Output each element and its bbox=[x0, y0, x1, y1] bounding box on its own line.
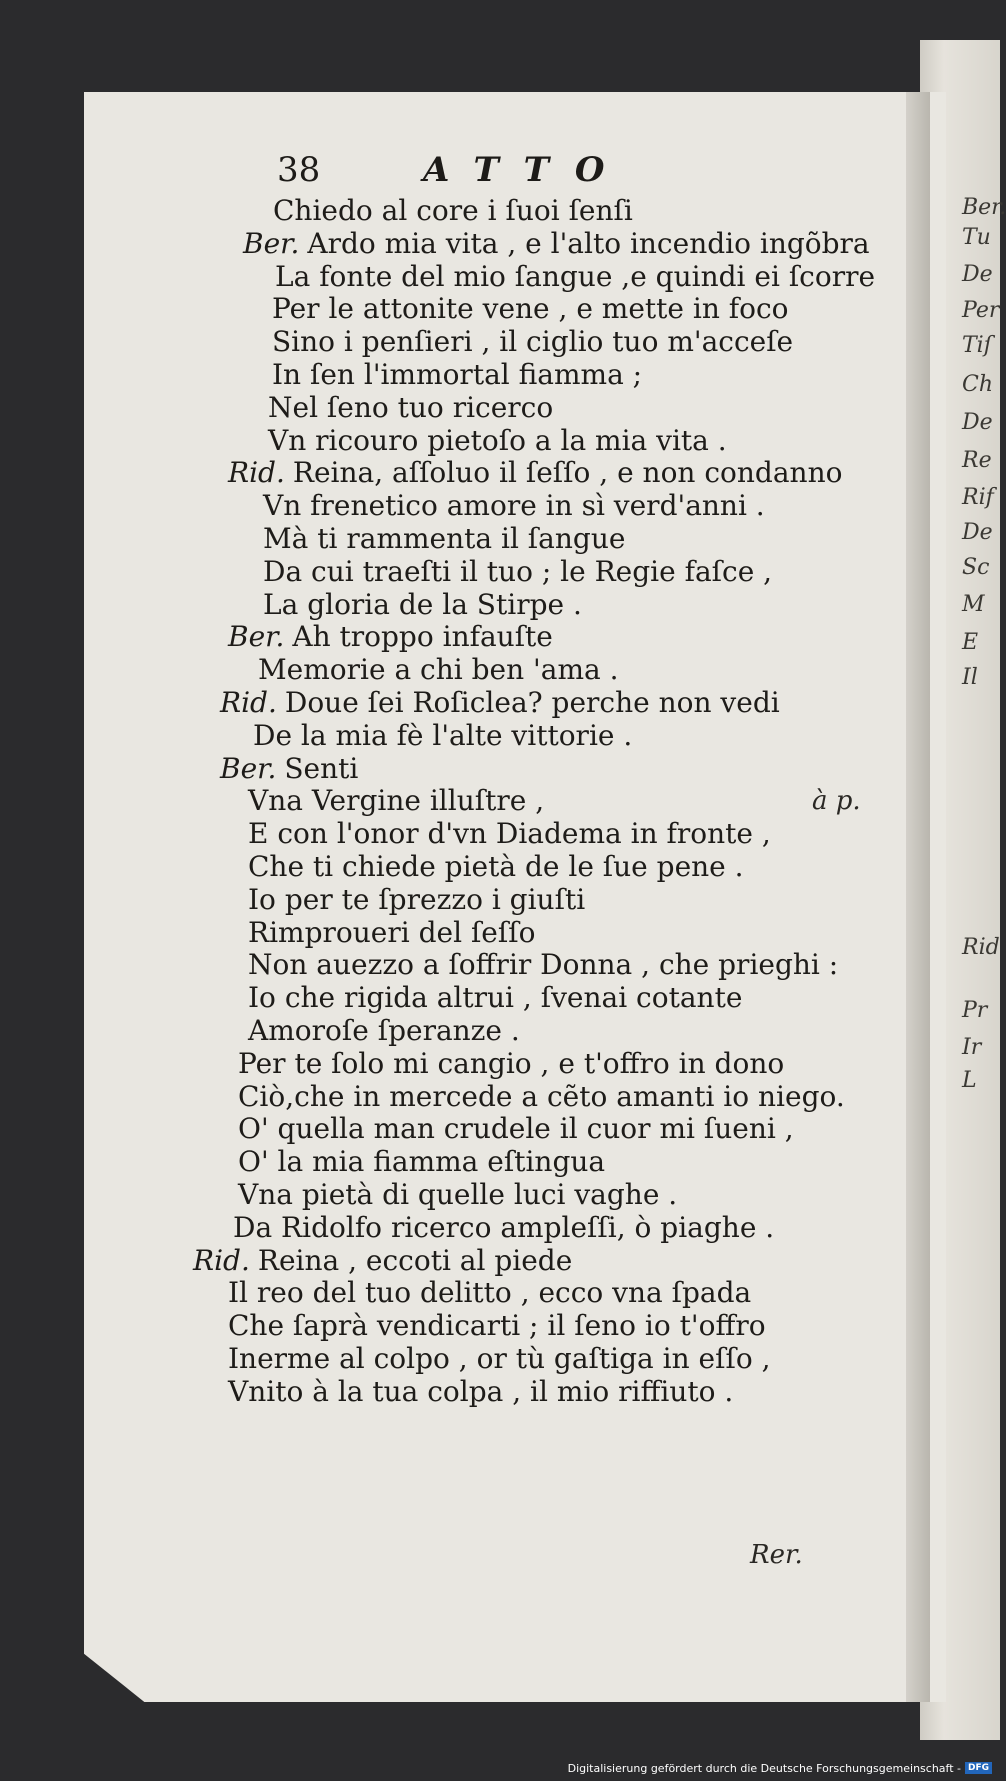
verse-line bbox=[272, 293, 789, 325]
verse-text: O' la mia fiamma eſtingua bbox=[238, 1145, 606, 1179]
verse-text: Reina , eccoti al piede bbox=[257, 1243, 573, 1277]
verse-text: Ciò,che in mercede a cẽto amanti io niego. bbox=[238, 1079, 845, 1113]
verse-line bbox=[248, 1015, 520, 1047]
verse-line bbox=[238, 1113, 794, 1145]
verse-text: Vna pietà di quelle luci vaghe . bbox=[238, 1178, 678, 1211]
verse-text: Vnito à la tua colpa , il mio riffiuto . bbox=[228, 1374, 734, 1408]
verse-text: Mà ti rammenta il ſangue bbox=[263, 522, 626, 555]
verse-text: Vn frenetico amore in sì verd'anni . bbox=[263, 489, 765, 523]
verse-line bbox=[248, 917, 535, 949]
right-page-fragment: Re bbox=[962, 448, 992, 473]
verse-text: Per le attonite vene , e mette in foco bbox=[272, 292, 789, 326]
speaker-label: Ber. bbox=[228, 620, 285, 654]
speaker-label: Ber. bbox=[243, 226, 300, 260]
verse-text: O' quella man crudele il cuor mi ſueni , bbox=[238, 1112, 794, 1146]
verse-line bbox=[273, 195, 633, 227]
verse-line bbox=[258, 654, 619, 686]
verse-line bbox=[268, 425, 727, 457]
verse-line bbox=[253, 720, 632, 752]
verse-line bbox=[248, 982, 742, 1014]
verse-line bbox=[248, 884, 585, 916]
verse-line bbox=[228, 457, 842, 489]
page-number: 38 bbox=[277, 150, 321, 190]
verse-text: Che ti chiede pietà de le ſue pene . bbox=[248, 850, 744, 883]
verse-line bbox=[228, 1376, 733, 1408]
aside-note: à p. bbox=[812, 786, 861, 816]
book-spine bbox=[906, 92, 930, 1702]
verse-text: Per te ſolo mi cangio , e t'offro in dono bbox=[238, 1046, 785, 1080]
verse-text: La gloria de la Stirpe . bbox=[263, 587, 582, 621]
verse-text: Sino i penſieri , il ciglio tuo m'acceſe bbox=[272, 325, 794, 359]
verse-text: De la mia fè l'alte vittorie . bbox=[253, 718, 633, 752]
verse-text: Nel ſeno tuo ricerco bbox=[268, 390, 554, 424]
verse-line bbox=[238, 1048, 784, 1080]
verse-line bbox=[220, 753, 358, 785]
verse-line bbox=[243, 228, 870, 260]
verse-line bbox=[220, 687, 780, 719]
right-page-fragment: Ch bbox=[962, 372, 994, 397]
right-page-fragment: E bbox=[962, 630, 979, 655]
verse-text: Doue ſei Roſiclea? perche non vedi bbox=[284, 686, 780, 719]
footer-credit bbox=[568, 1759, 992, 1777]
verse-line bbox=[193, 1245, 572, 1277]
verse-line bbox=[228, 1277, 751, 1309]
right-page-fragment: De bbox=[962, 410, 993, 435]
speaker-label: Rid. bbox=[228, 456, 285, 490]
verse-text: Senti bbox=[284, 751, 359, 785]
right-page-fragment: De bbox=[962, 520, 993, 545]
verse-line bbox=[228, 1343, 770, 1375]
verse-text: La fonte del mio ſangue ,e quindi ei ſcorre bbox=[275, 259, 876, 293]
verse-text: Che ſaprà vendicarti ; il ſeno io t'offro bbox=[228, 1309, 766, 1343]
verse-text: Ah troppo infauſte bbox=[292, 620, 553, 654]
verse-line bbox=[263, 556, 772, 588]
right-page-fragment: Rif bbox=[962, 485, 994, 510]
verse-line bbox=[233, 1212, 774, 1244]
verse-text: Memorie a chi ben 'ama . bbox=[258, 653, 619, 687]
right-page-fragment: Tiſ bbox=[962, 333, 992, 358]
dfg-logo: DFG bbox=[965, 1762, 992, 1774]
verse-line bbox=[248, 818, 771, 850]
verse-text: Vn ricouro pietoſo a la mia vita . bbox=[268, 423, 727, 457]
right-page-fragment: M bbox=[962, 592, 985, 617]
speaker-label: Rid. bbox=[220, 686, 277, 719]
verse-text: Non auezzo a ſoffrir Donna , che prieghi : bbox=[248, 948, 839, 982]
verse-text: Da cui traeſti il tuo ; le Regie faſce , bbox=[263, 554, 773, 588]
speaker-label: Ber. bbox=[220, 751, 277, 785]
verse-text: Io che rigida altrui , ſvenai cotante bbox=[248, 981, 743, 1015]
verse-line bbox=[263, 589, 582, 621]
right-page-fragment: L bbox=[962, 1068, 977, 1093]
verse-line bbox=[238, 1179, 677, 1211]
verse-text: Rimproueri del ſeſſo bbox=[248, 915, 536, 949]
verse-line bbox=[272, 326, 793, 358]
speaker-label: Rid. bbox=[193, 1243, 250, 1277]
verse-line bbox=[228, 621, 553, 653]
verse-line bbox=[238, 1081, 845, 1113]
verse-line bbox=[248, 785, 544, 817]
verse-line bbox=[275, 261, 875, 293]
verse-text: Io per te ſprezzo i giuſti bbox=[248, 882, 586, 916]
verse-text: Inerme al colpo , or tù gaſtiga in eſſo , bbox=[228, 1342, 771, 1375]
verse-text: In ſen l'immortal fiamma ; bbox=[272, 358, 643, 391]
verse-line bbox=[263, 523, 625, 555]
verse-line bbox=[268, 392, 553, 424]
right-page-fragment: Sc bbox=[962, 555, 990, 580]
verse-text: Chiedo al core i ſuoi ſenſi bbox=[273, 194, 633, 227]
right-page-fragment: Tu bbox=[962, 225, 991, 250]
verse-line bbox=[228, 1310, 766, 1342]
verse-line bbox=[248, 949, 838, 981]
verse-text: Amoroſe ſperanze . bbox=[248, 1014, 520, 1047]
verse-line bbox=[272, 359, 642, 391]
verse-text: Ardo mia vita , e l'alto incendio ingõbra bbox=[307, 226, 870, 260]
right-page-fragment: Per bbox=[962, 298, 1000, 323]
verse-text: Il reo del tuo delitto , ecco vna ſpada bbox=[228, 1276, 752, 1310]
verse-text: E con l'onor d'vn Diadema in fronte , bbox=[248, 817, 771, 851]
right-page-fragment: Pr bbox=[962, 998, 988, 1023]
right-page-fragment: De bbox=[962, 262, 993, 287]
verse-line bbox=[263, 490, 765, 522]
right-page-fragment: Rid bbox=[962, 935, 1000, 960]
right-page-fragment: Ber. bbox=[962, 195, 1006, 220]
catchword: Rer. bbox=[750, 1540, 803, 1570]
verse-line bbox=[248, 851, 744, 883]
footer-credit-text: Digitalisierung gefördert durch die Deutsche Forschungsgemeinschaft - bbox=[567, 1761, 961, 1775]
right-page-fragment: Il bbox=[962, 665, 978, 690]
act-title: ATTO bbox=[423, 150, 631, 190]
verse-text: Vna Vergine illuſtre , bbox=[248, 784, 545, 818]
verse-line bbox=[238, 1146, 605, 1178]
verse-text: Reina, aſſoluo il ſeſſo , e non condanno bbox=[292, 456, 843, 490]
right-page-fragment: Ir bbox=[962, 1035, 982, 1060]
verse-text: Da Ridolfo ricerco ampleſſi, ò piaghe . bbox=[233, 1210, 775, 1244]
